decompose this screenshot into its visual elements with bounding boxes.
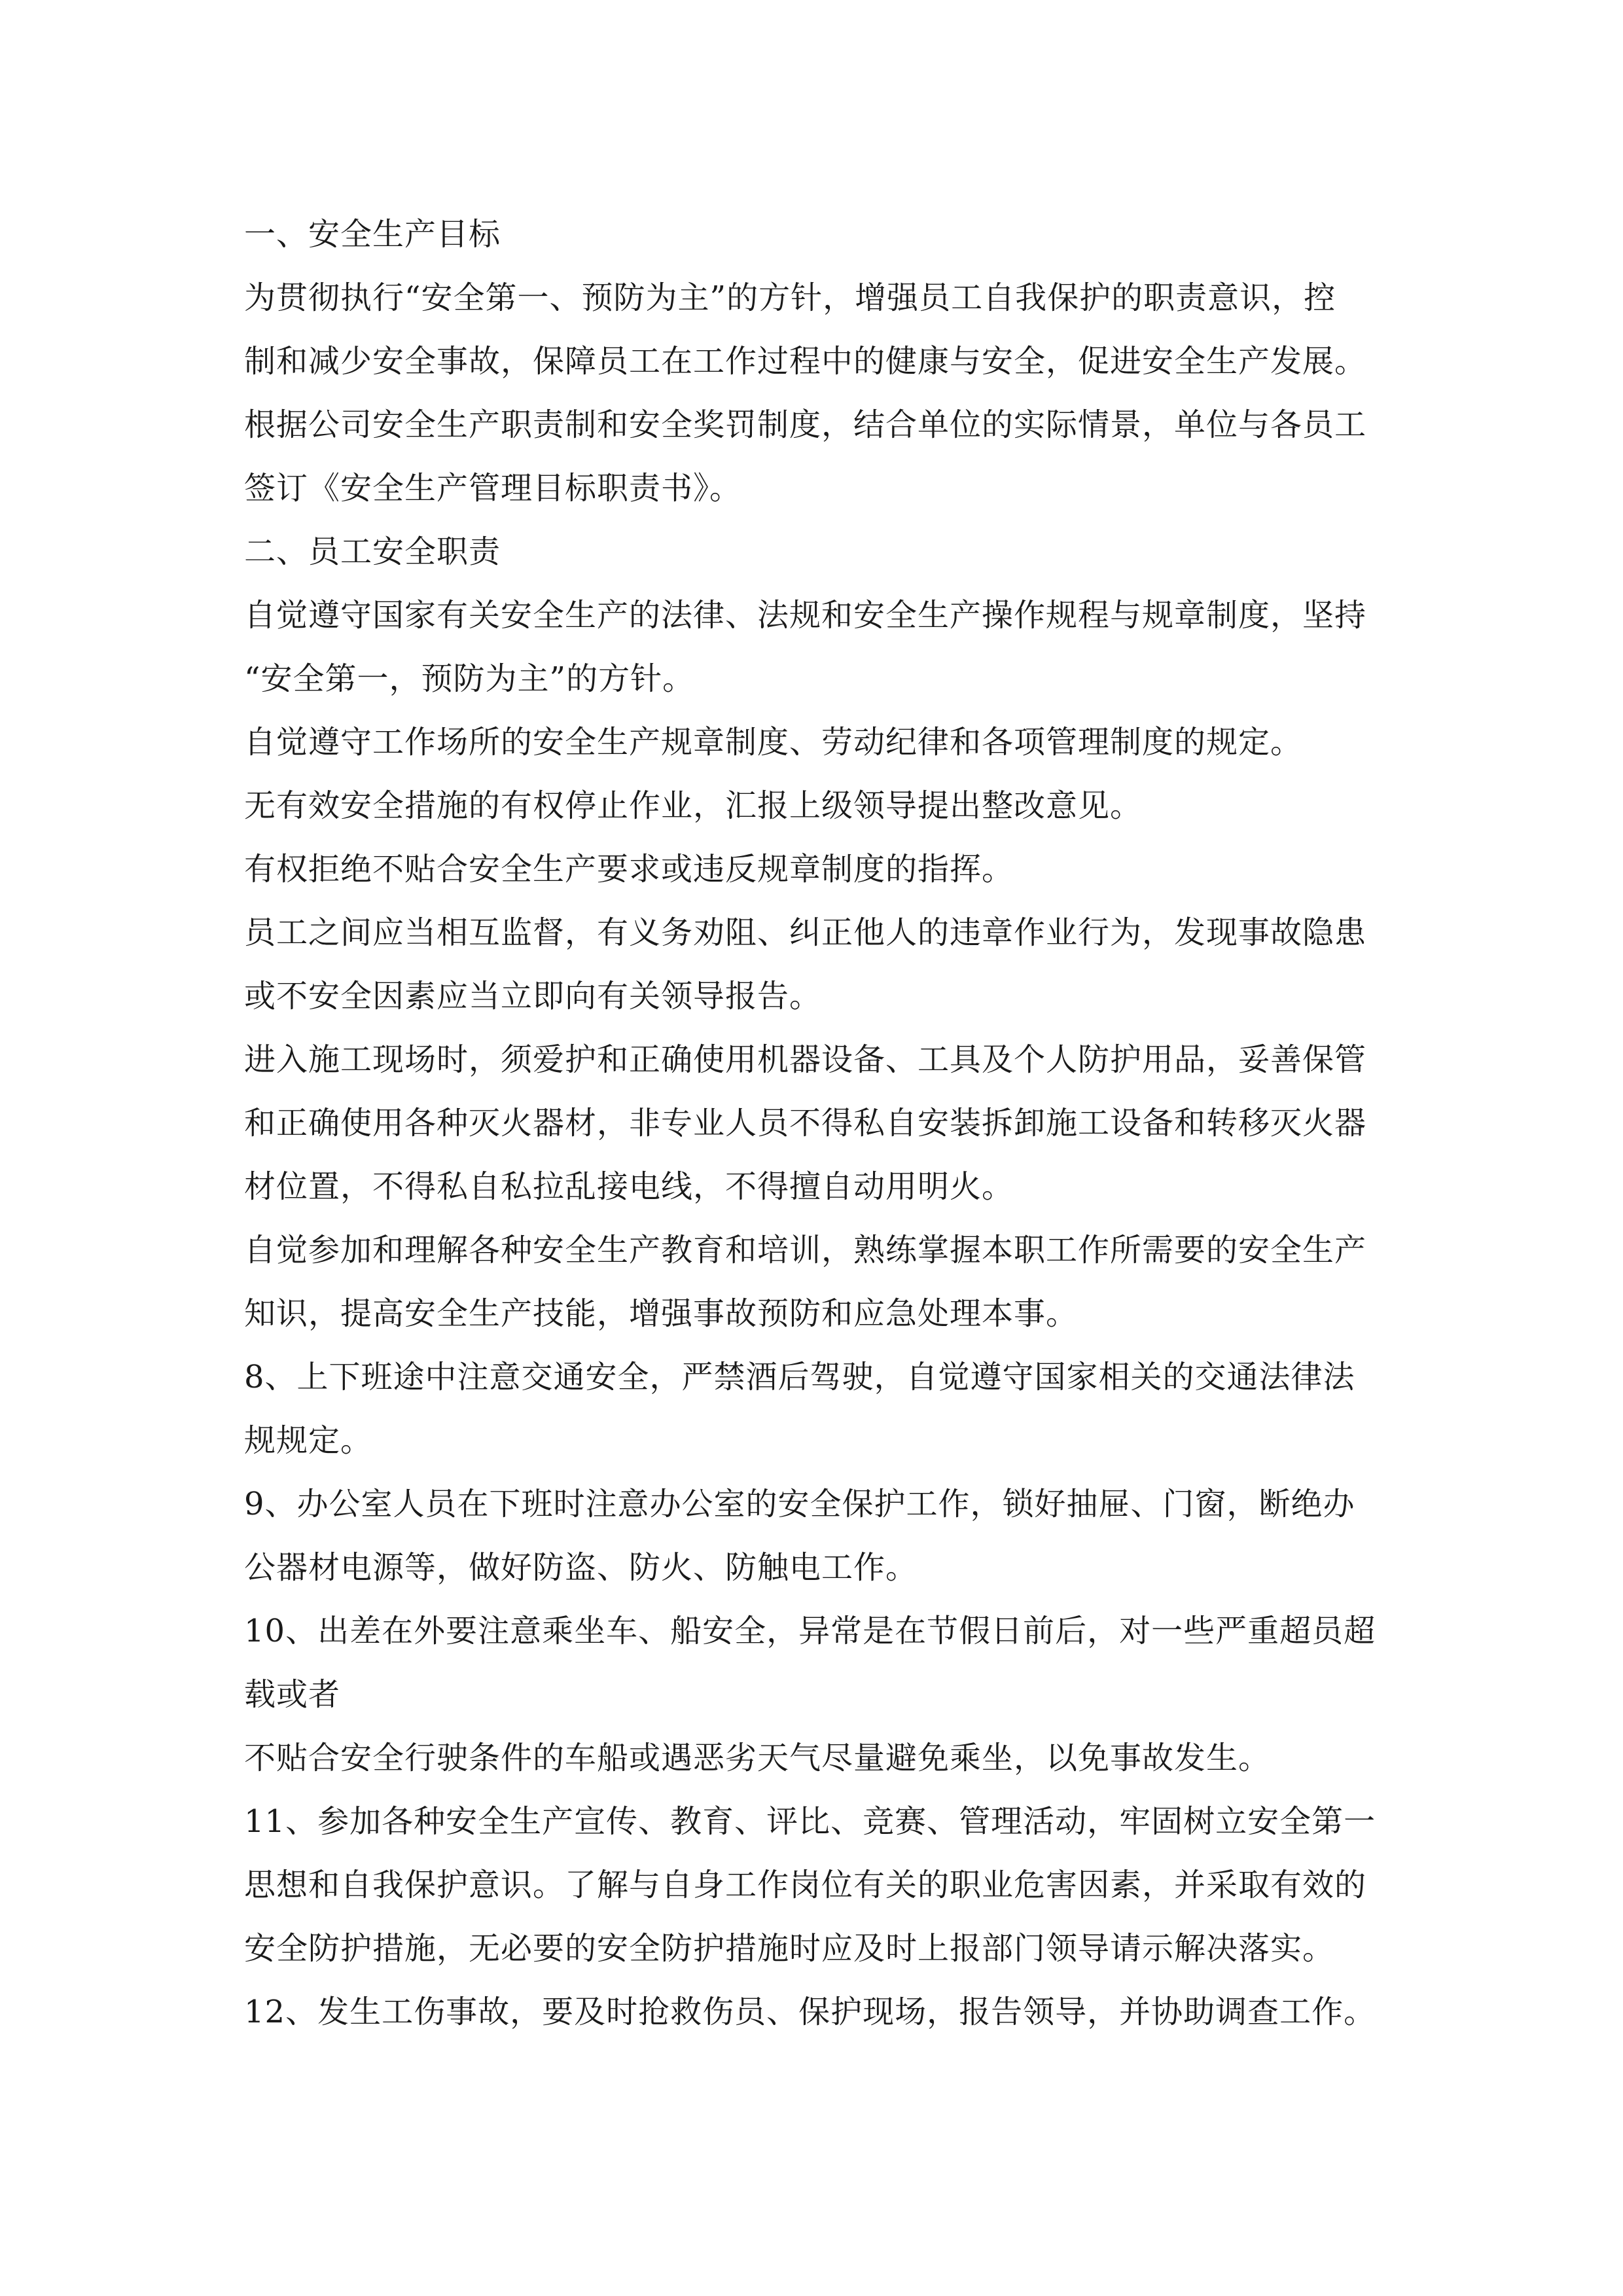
text-line: 9、办公室人员在下班时注意办公室的安全保护工作，锁好抽屉、门窗，断绝办 <box>244 1486 1355 1522</box>
text-line: 无有效安全措施的有权停止作业，汇报上级领导提出整改意见。 <box>244 787 1143 824</box>
text-line: 10、出差在外要注意乘坐车、船安全，异常是在节假日前后，对一些严重超员超 <box>244 1613 1376 1649</box>
text-line: 根据公司安全生产职责制和安全奖罚制度，结合单位的实际情景，单位与各员工 <box>244 406 1367 443</box>
text-line: 为贯彻执行“安全第一、预防为主”的方针，增强员工自我保护的职责意识，控 <box>244 279 1336 316</box>
text-line: 载或者 <box>244 1676 341 1713</box>
text-line: 公器材电源等，做好防盗、防火、防触电工作。 <box>244 1549 918 1586</box>
text-line: 签订《安全生产管理目标职责书》。 <box>244 470 742 507</box>
text-line: 规规定。 <box>244 1422 373 1459</box>
text-line: 材位置，不得私自私拉乱接电线，不得擅自动用明火。 <box>244 1168 1014 1205</box>
text-line: 不贴合安全行驶条件的车船或遇恶劣天气尽量避免乘坐，以免事故发生。 <box>244 1740 1271 1776</box>
text-line: 知识，提高安全生产技能，增强事故预防和应急处理本事。 <box>244 1295 1079 1332</box>
text-line: 8、上下班途中注意交通安全，严禁酒后驾驶，自觉遵守国家相关的交通法律法 <box>244 1359 1355 1395</box>
text-line: 有权拒绝不贴合安全生产要求或违反规章制度的指挥。 <box>244 851 1014 888</box>
text-line: 自觉遵守国家有关安全生产的法律、法规和安全生产操作规程与规章制度，坚持 <box>244 597 1367 634</box>
text-line: “安全第一，预防为主”的方针。 <box>244 660 695 697</box>
section-heading-employee-duties: 二、员工安全职责 <box>244 533 501 570</box>
text-line: 自觉参加和理解各种安全生产教育和培训，熟练掌握本职工作所需要的安全生产 <box>244 1232 1367 1268</box>
text-line: 制和减少安全事故，保障员工在工作过程中的健康与安全，促进安全生产发展。 <box>244 343 1367 380</box>
text-line: 12、发生工伤事故，要及时抢救伤员、保护现场，报告领导，并协助调查工作。 <box>244 1994 1376 2030</box>
document-body <box>244 203 1383 2044</box>
text-line: 或不安全因素应当立即向有关领导报告。 <box>244 978 822 1014</box>
text-line: 员工之间应当相互监督，有义务劝阻、纠正他人的违章作业行为，发现事故隐患 <box>244 914 1367 951</box>
text-line: 自觉遵守工作场所的安全生产规章制度、劳动纪律和各项管理制度的规定。 <box>244 724 1303 761</box>
text-line: 思想和自我保护意识。了解与自身工作岗位有关的职业危害因素，并采取有效的 <box>244 1867 1367 1903</box>
text-line: 和正确使用各种灭火器材，非专业人员不得私自安装拆卸施工设备和转移灭火器 <box>244 1105 1367 1141</box>
section-heading-safety-goal: 一、安全生产目标 <box>244 216 501 253</box>
text-line: 进入施工现场时，须爱护和正确使用机器设备、工具及个人防护用品，妥善保管 <box>244 1041 1367 1078</box>
text-line: 11、参加各种安全生产宣传、教育、评比、竞赛、管理活动，牢固树立安全第一 <box>244 1803 1376 1840</box>
text-line: 安全防护措施，无必要的安全防护措施时应及时上报部门领导请示解决落实。 <box>244 1930 1335 1967</box>
